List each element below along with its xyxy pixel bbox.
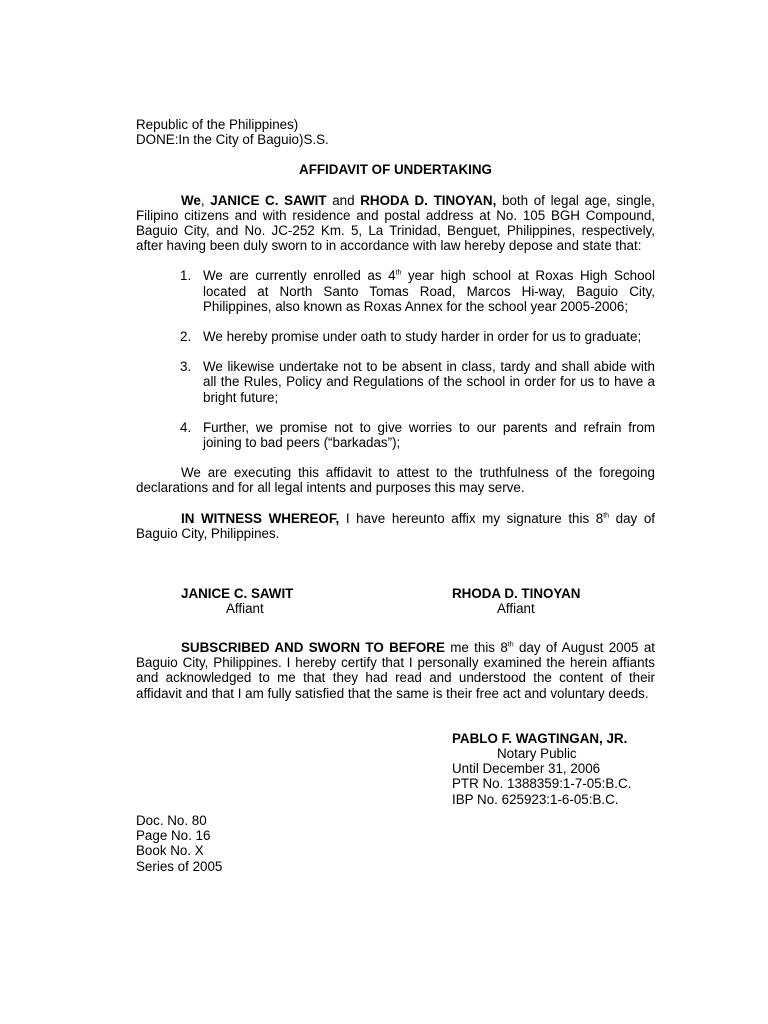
witness-text: I have hereunto affix my signature this 8 xyxy=(339,510,604,526)
undertaking-list xyxy=(136,268,655,450)
witness-bold: IN WITNESS WHEREOF, xyxy=(181,510,340,526)
list-item xyxy=(180,419,655,451)
subscribed-text: me this 8 xyxy=(444,640,508,656)
page-number: Page No. 16 xyxy=(136,828,211,844)
intro-comma: , xyxy=(200,192,211,208)
affiant-signature-name: RHODA D. TINOYAN xyxy=(452,586,581,602)
header-done-city: DONE:In the City of Baguio)S.S. xyxy=(136,132,329,148)
subscribed-text-cont: day of August 2005 at Baguio City, Philippines. I hereby certify that I personally examined the herein affiants and acknowledged to me that they had read and understood the content of their affidavit and that I am fully satisfied that the same is their free act and voluntary deeds. xyxy=(136,640,655,701)
affiant-name-1: JANICE C. SAWIT xyxy=(210,192,327,208)
intro-rest: both of legal age, single, Filipino citizens and with residence and postal address at No. 105 BGH Compound, Baguio City, and No. JC-252 Km. 5, La Trinidad, Benguet, Philippines, respectively, after having been duly sworn to in accordance with law hereby depose and state that: xyxy=(136,192,655,254)
doc-number: Doc. No. 80 xyxy=(136,812,207,828)
notary-block xyxy=(452,731,655,807)
intro-and: and xyxy=(326,192,361,208)
list-item-text: We likewise undertake not to be absent in class, tardy and shall abide with all the Rules, Policy and Regulations of the school in order for us to have a bright future; xyxy=(203,359,655,405)
list-item-number: 3. xyxy=(180,359,192,375)
list-item-text-cont: year high school at Roxas High School located at North Santo Tomas Road, Marcos Hi-way, Baguio City, Philippines, also known as Roxas Annex for the school year 2005-2006; xyxy=(203,268,655,314)
witness-paragraph xyxy=(136,511,655,541)
list-item xyxy=(180,268,655,314)
document-title: AFFIDAVIT OF UNDERTAKING xyxy=(299,162,492,178)
book-number: Book No. X xyxy=(136,843,204,859)
subscribed-paragraph xyxy=(136,640,655,701)
series-year: Series of 2005 xyxy=(136,858,223,874)
witness-text-cont: day of Baguio City, Philippines. xyxy=(136,510,655,541)
affidavit-document xyxy=(136,117,655,874)
executing-paragraph: We are executing this affidavit to attest to the truthfulness of the foregoing declarations and for all legal intents and purposes this may serve. xyxy=(136,465,655,496)
notary-title: Notary Public xyxy=(497,746,577,762)
ordinal-suffix: th xyxy=(507,641,514,649)
list-item-number: 2. xyxy=(180,329,192,345)
doc-info-block xyxy=(136,813,655,874)
list-item xyxy=(180,329,655,345)
subscribed-bold: SUBSCRIBED AND SWORN TO BEFORE xyxy=(181,640,445,656)
affiant-role: Affiant xyxy=(497,601,535,617)
notary-commission-until: Until December 31, 2006 xyxy=(452,761,601,777)
notary-name: PABLO F. WAGTINGAN, JR. xyxy=(452,730,628,746)
header-republic: Republic of the Philippines) xyxy=(136,117,299,132)
list-item-number: 4. xyxy=(180,419,192,435)
intro-we: We xyxy=(181,192,201,208)
notary-ptr-number: PTR No. 1388359:1-7-05:B.C. xyxy=(452,776,632,792)
list-item-number: 1. xyxy=(180,268,192,284)
affiant-signature-name: JANICE C. SAWIT xyxy=(181,586,294,602)
list-item-text: We are currently enrolled as 4 xyxy=(203,268,396,284)
affiant-name-2: RHODA D. TINOYAN, xyxy=(360,192,497,208)
ordinal-suffix: th xyxy=(395,269,402,277)
list-item-text: Further, we promise not to give worries to our parents and refrain from joining to bad peers (“barkadas”); xyxy=(203,419,655,451)
affiant-signature-1 xyxy=(181,586,293,616)
list-item xyxy=(180,359,655,405)
list-item-text: We hereby promise under oath to study harder in order for us to graduate; xyxy=(203,329,642,345)
ordinal-suffix: th xyxy=(603,512,610,520)
signature-block xyxy=(136,586,655,618)
notary-ibp-number: IBP No. 625923:1-6-05:B.C. xyxy=(452,791,619,807)
affiant-signature-2 xyxy=(452,586,580,616)
affiant-role: Affiant xyxy=(226,601,264,617)
intro-paragraph xyxy=(136,193,655,254)
